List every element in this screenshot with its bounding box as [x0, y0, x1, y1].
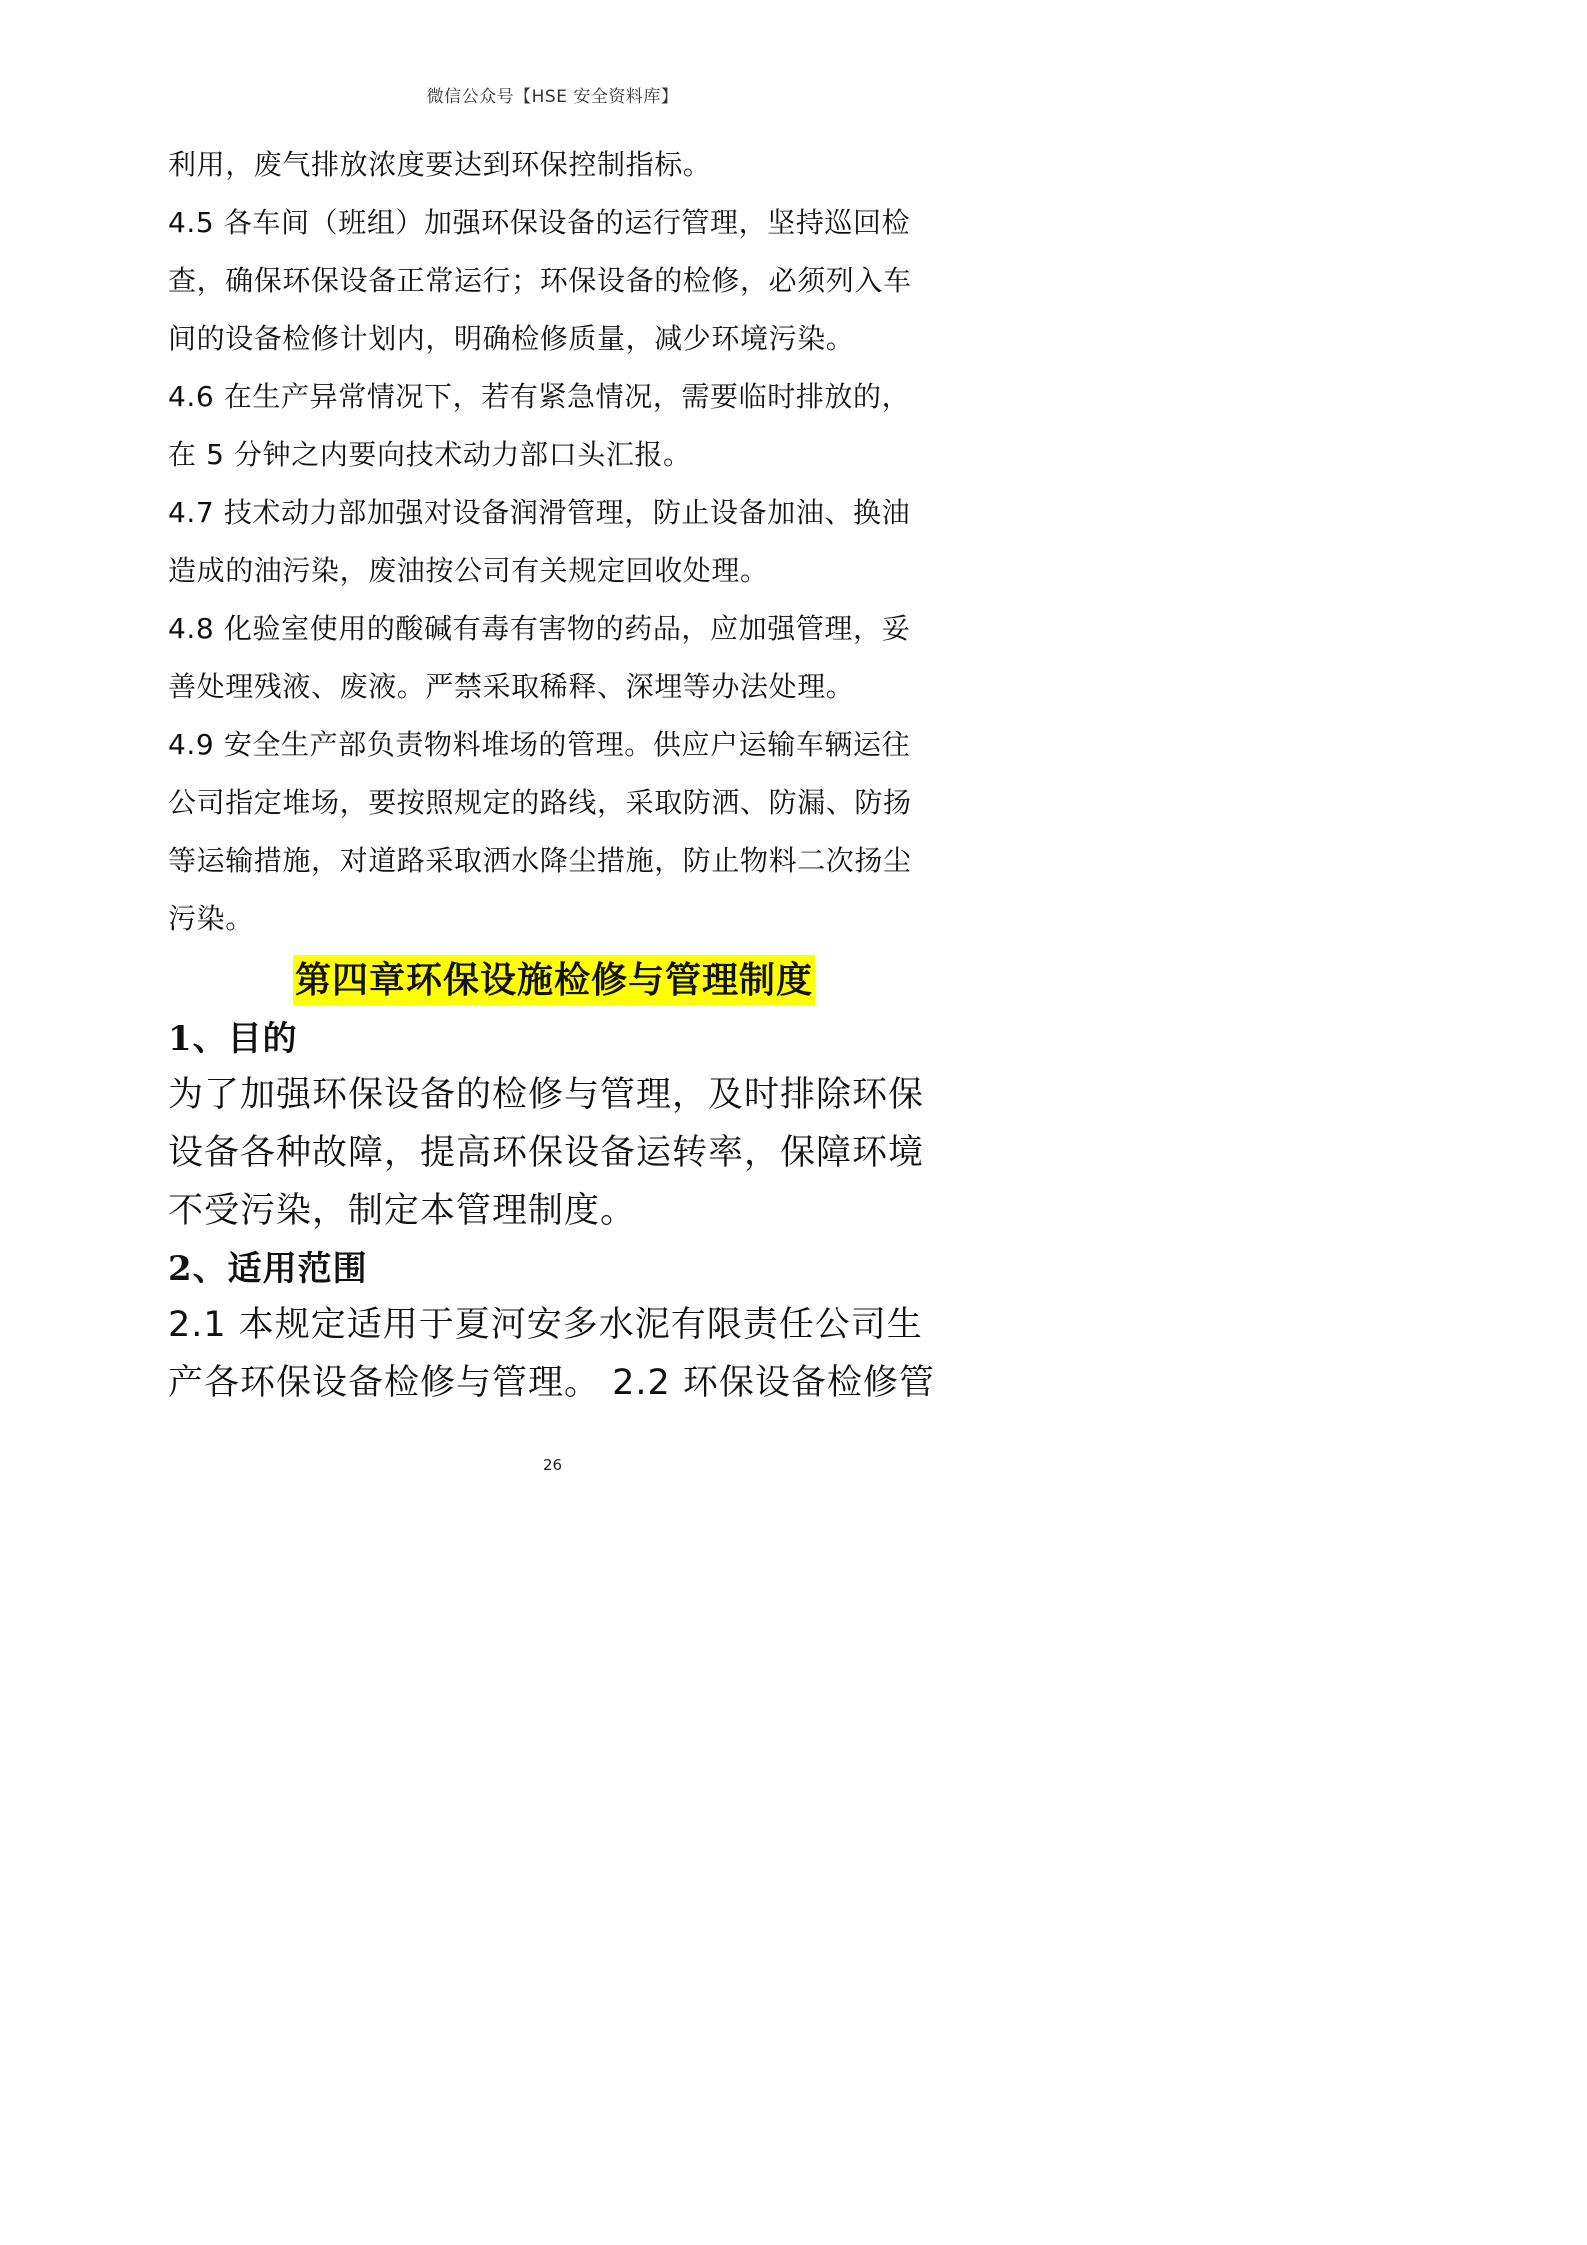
section-heading-scope: 2、适用范围 [168, 1249, 368, 1289]
text-line: 不受污染，制定本管理制度。 [168, 1191, 637, 1231]
text-line: 为了加强环保设备的检修与管理，及时排除环保 [168, 1075, 925, 1115]
text-line: 在 5 分钟之内要向技术动力部口头汇报。 [168, 438, 692, 471]
text-line: 设备各种故障，提高环保设备运转率，保障环境 [168, 1133, 925, 1173]
paragraph-4-5 [168, 194, 940, 368]
paragraph-4-8 [168, 600, 940, 716]
text-line: 善处理残液、废液。严禁采取稀释、深埋等办法处理。 [168, 670, 855, 703]
chapter-title [168, 950, 940, 1010]
text-line: 造成的油污染，废油按公司有关规定回收处理。 [168, 554, 769, 587]
section-heading-purpose: 1、目的 [168, 1019, 298, 1059]
document-body [168, 136, 940, 1412]
page-number: 26 [542, 1456, 563, 1474]
paragraph-scope [168, 1296, 940, 1412]
text-line: 公司指定堆场，要按照规定的路线，采取防洒、防漏、防扬 [168, 786, 912, 819]
text-line: 产各环保设备检修与管理。 2.2 环保设备检修管 [168, 1363, 935, 1403]
text-line: 4.6 在生产异常情况下，若有紧急情况，需要临时排放的， [168, 380, 911, 413]
paragraph-purpose [168, 1066, 940, 1240]
paragraph-4-6 [168, 368, 940, 484]
chapter-title-text: 第四章环保设施检修与管理制度 [293, 955, 815, 1005]
text-line: 间的设备检修计划内，明确检修质量，减少环境污染。 [168, 322, 855, 355]
page-header: 微信公众号【HSE 安全资料库】 [426, 87, 679, 107]
text-line: 2.1 本规定适用于夏河安多水泥有限责任公司生 [168, 1305, 923, 1345]
paragraph-env-indicator [168, 136, 940, 194]
text-line: 4.9 安全生产部负责物料堆场的管理。供应户运输车辆运往 [168, 728, 911, 761]
text-line: 等运输措施，对道路采取洒水降尘措施，防止物料二次扬尘 [168, 844, 912, 877]
text-line: 利用，废气排放浓度要达到环保控制指标。 [168, 148, 712, 181]
text-line: 污染。 [168, 902, 254, 935]
text-line: 4.5 各车间（班组）加强环保设备的运行管理，坚持巡回检 [168, 206, 911, 239]
text-line: 查，确保环保设备正常运行；环保设备的检修，必须列入车 [168, 264, 912, 297]
text-line: 4.8 化验室使用的酸碱有毒有害物的药品，应加强管理，妥 [168, 612, 911, 645]
paragraph-4-9 [168, 716, 940, 948]
text-line: 4.7 技术动力部加强对设备润滑管理，防止设备加油、换油 [168, 496, 911, 529]
paragraph-4-7 [168, 484, 940, 600]
